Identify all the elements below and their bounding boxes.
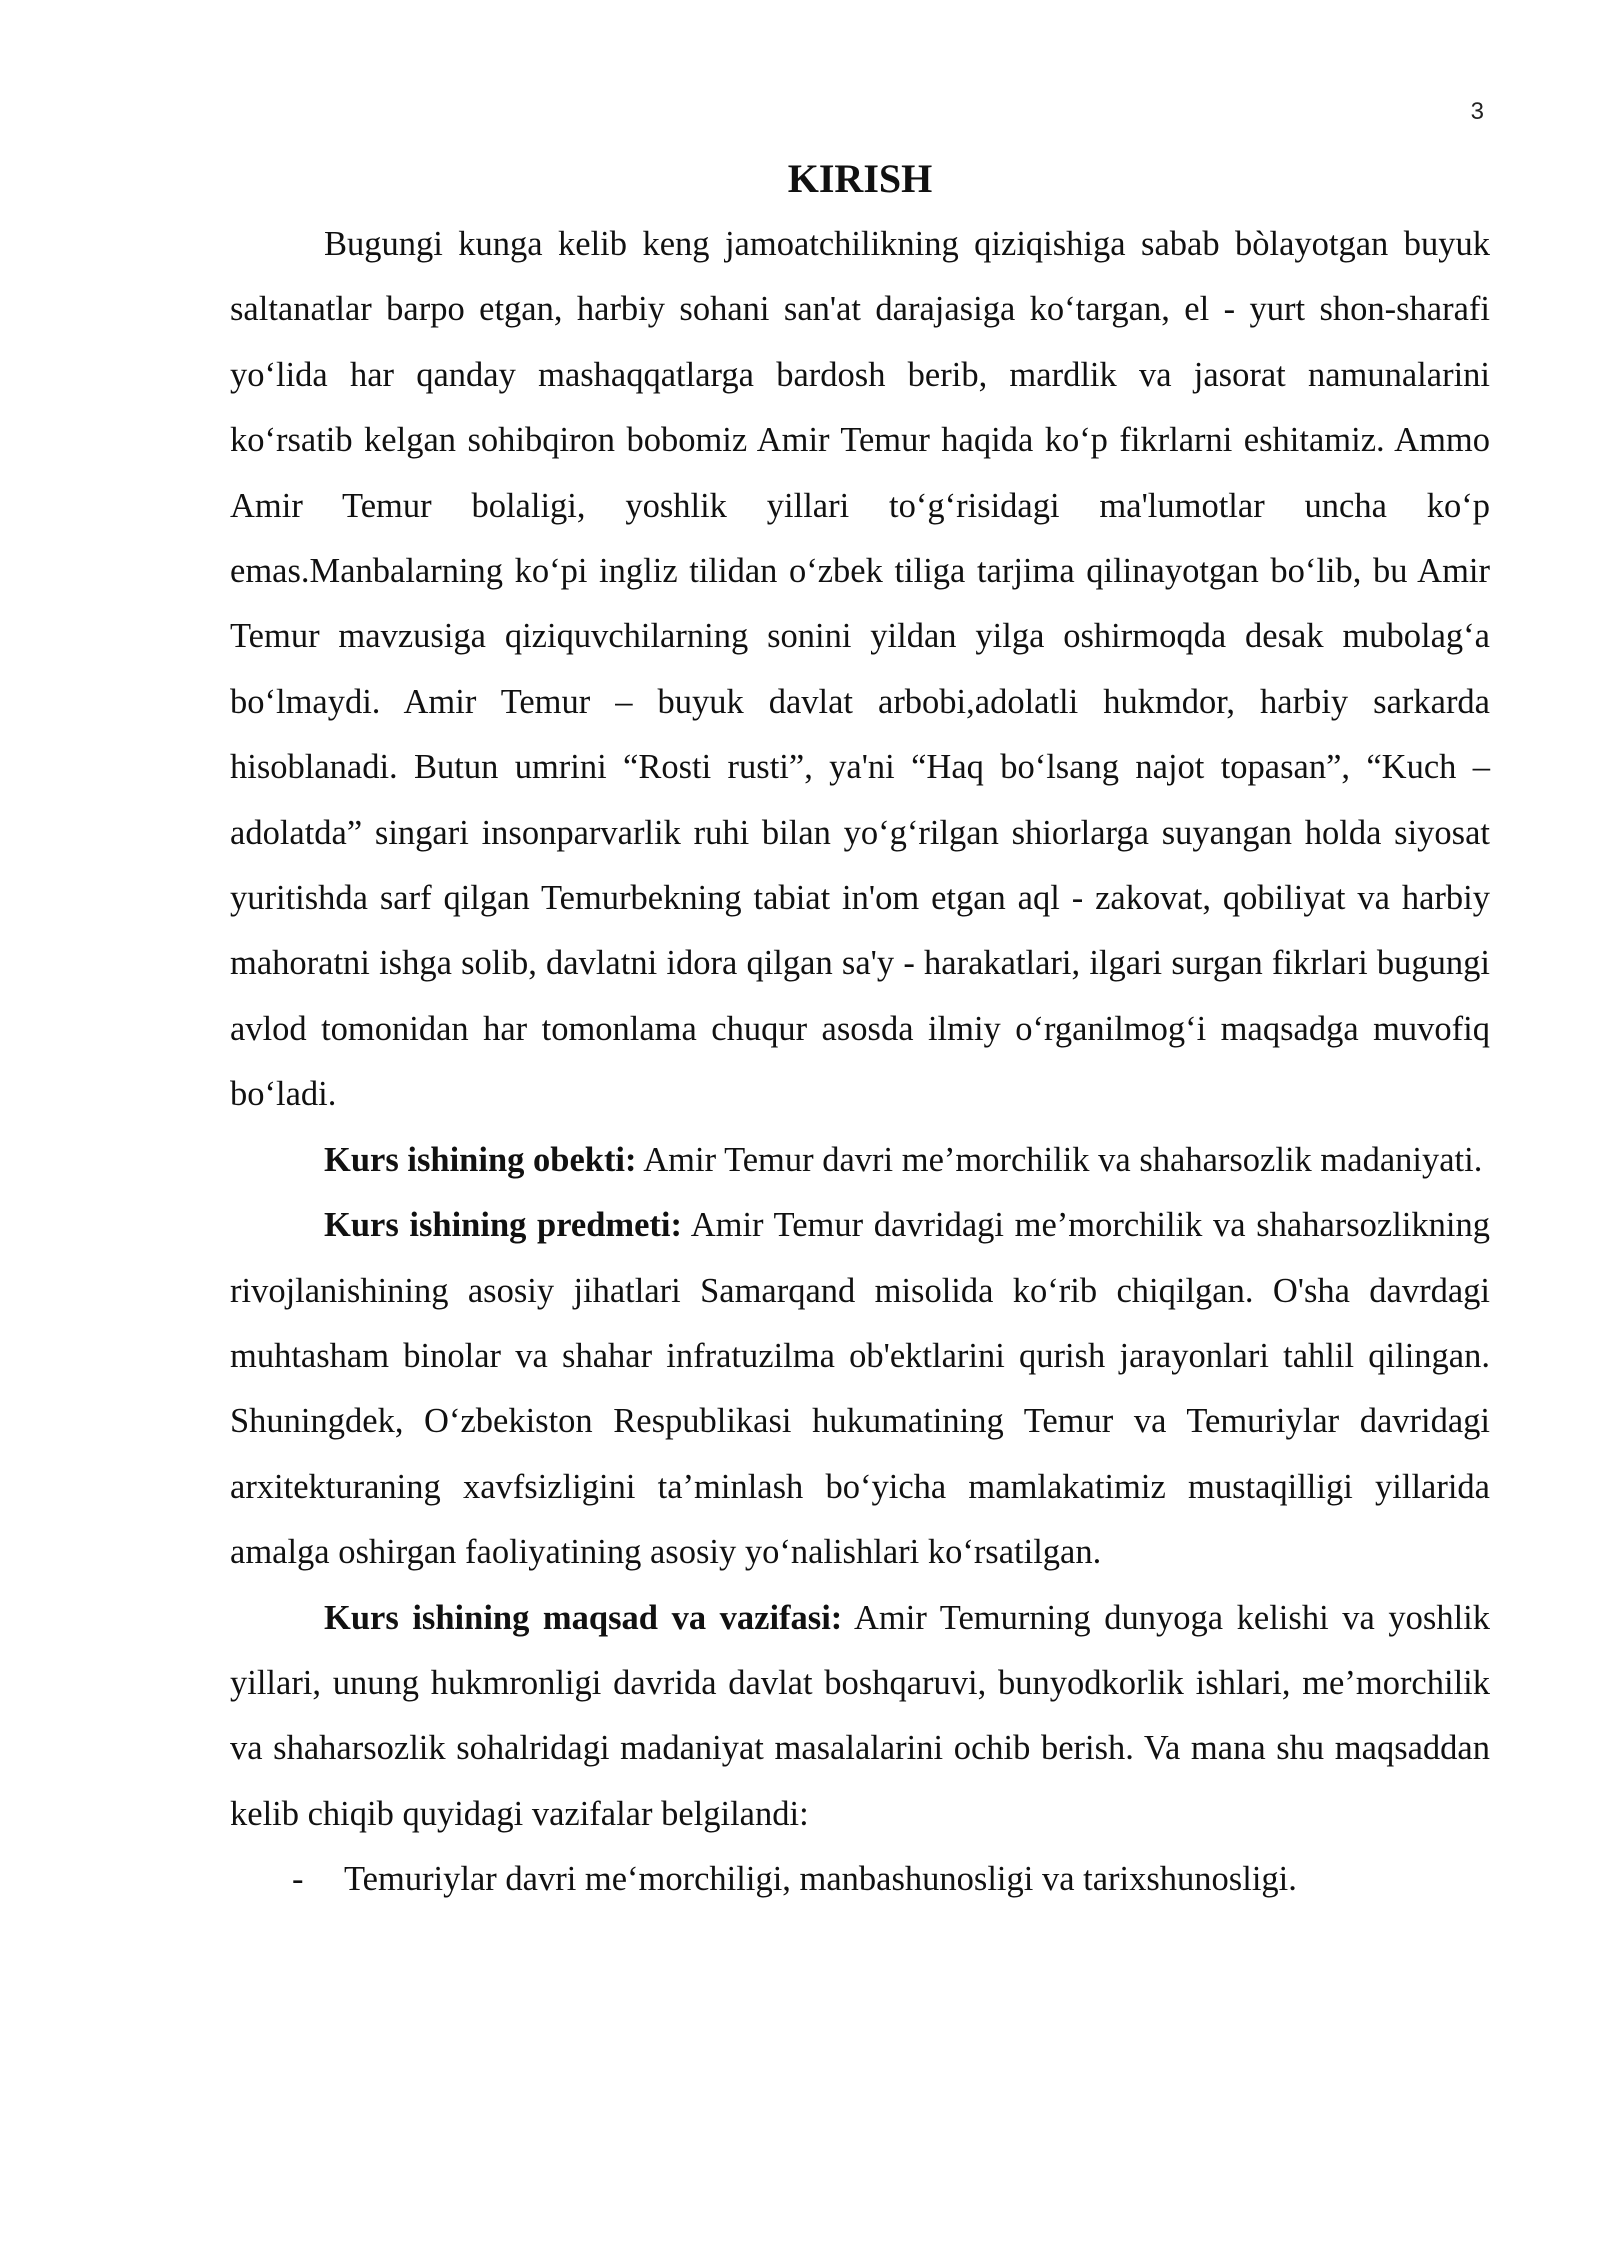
document-title: KIRISH xyxy=(787,156,933,201)
goal-text: Amir Temurning dunyoga kelishi va yoshlik yillari, unung hukmronligi davrida davlat boshqaruvi, bunyodkorlik ishlari, me’morchilik va shaharsozlik sohalridagi madaniyat masalalarini ochib berish. Va mana shu maqsaddan kelib chiqib quyidagi vazifalar belgilandi: xyxy=(230,1598,1490,1833)
intro-paragraph: Bugungi kunga kelib keng jamoatchilikning qiziqishiga sabab bòlayotgan buyuk saltanatlar barpo etgan, harbiy sohani san'at darajasiga ko‘targan, el - yurt shon-sharafi yo‘lida har qanday mashaqqatlarga bardosh berib, mardlik va jasorat namunalarini ko‘rsatib kelgan sohibqiron bobomiz Amir Temur haqida ko‘p fikrlarni eshitamiz. Ammo Amir Temur bolaligi, yoshlik yillari to‘g‘risidagi ma'lumotlar uncha ko‘p emas.Manbalarning ko‘pi ingliz tilidan o‘zbek tiliga tarjima qilinayotgan bo‘lib, bu Amir Temur mavzusiga qiziquvchilarning sonini yildan yilga oshirmoqda desak mubolag‘a bo‘lmaydi. Amir Temur – buyuk davlat arbobi,adolatli hukmdor, harbiy sarkarda hisoblanadi. Butun umrini “Rosti rusti”, ya'ni “Haq bo‘lsang najot topasan”, “Kuch – adolatda” singari insonparvarlik ruhi bilan yo‘g‘rilgan shiorlarga suyangan holda siyosat yuritishda sarf qilgan Temurbekning tabiat in'om etgan aql - zakovat, qobiliyat va harbiy mahoratni ishga solib, davlatni idora qilgan sa'y - harakatlari, ilgari surgan fikrlari bugungi avlod tomonidan har tomonlama chuqur asosda ilmiy o‘rganilmog‘i maqsadga muvofiq bo‘ladi. xyxy=(230,225,1490,1114)
goal-paragraph xyxy=(230,1586,1490,1848)
object-paragraph xyxy=(230,1128,1490,1193)
subject-label: Kurs ishining predmeti: xyxy=(324,1206,682,1245)
object-text: Amir Temur davri me’morchilik va shaharsozlik madaniyati. xyxy=(636,1140,1483,1179)
object-label: Kurs ishining obekti: xyxy=(324,1140,637,1179)
document-body xyxy=(230,150,1490,1913)
task-text: Temuriylar davri me‘morchiligi, manbashunosligi va tarixshunosligi. xyxy=(344,1860,1297,1899)
subject-paragraph xyxy=(230,1193,1490,1585)
subject-text: Amir Temur davridagi me’morchilik va shaharsozlikning rivojlanishining asosiy jihatlari Samarqand misolida ko‘rib chiqilgan. O'sha davrdagi muhtasham binolar va shahar infratuzilma ob'ektlarini qurish jarayonlari tahlil qilingan. Shuningdek, O‘zbekiston Respublikasi hukumatining Temur va Temuriylar davridagi arxitekturaning xavfsizligini ta’minlash bo‘yicha mamlakatimiz mustaqilligi yillarida amalga oshirgan faoliyatining asosiy yo‘nalishlari ko‘rsatilgan. xyxy=(230,1206,1490,1572)
task-list-item xyxy=(230,1847,1490,1912)
page-number: 3 xyxy=(1470,98,1484,125)
goal-label: Kurs ishining maqsad va vazifasi: xyxy=(324,1598,843,1637)
list-dash-marker: - xyxy=(292,1860,304,1899)
